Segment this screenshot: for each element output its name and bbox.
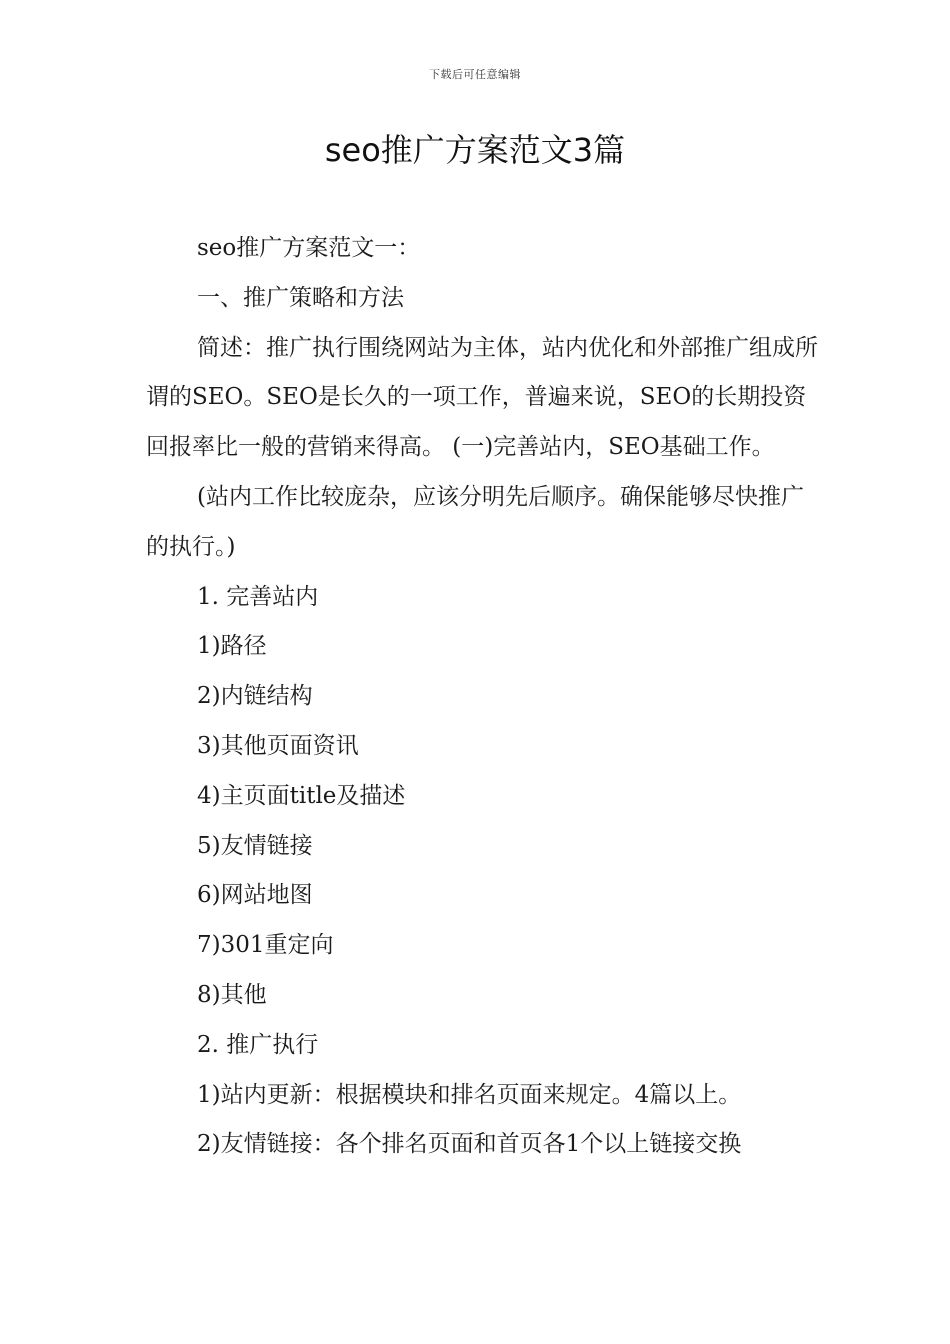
list-item: 2)友情链接：各个排名页面和首页各1个以上链接交换 [197, 1131, 742, 1158]
list-item: 7)301重定向 [197, 932, 334, 959]
list-item: 4)主页面title及描述 [197, 782, 406, 809]
list-item: 2. 推广执行 [197, 1031, 319, 1058]
list-item: 1. 完善站内 [197, 583, 319, 610]
list-item: 2)内链结构 [197, 683, 313, 710]
paragraph: 一、推广策略和方法 [197, 284, 404, 311]
paragraph: seo推广方案范文一： [197, 235, 421, 261]
list-item: 1)站内更新：根据模块和排名页面来规定。4篇以上。 [197, 1081, 742, 1108]
list-item: 5)友情链接 [197, 832, 313, 859]
list-item: 8)其他 [197, 981, 267, 1008]
paragraph: (站内工作比较庞杂，应该分明先后顺序。确保能够尽快推广的执行。) [146, 483, 804, 560]
document-title: seo推广方案范文3篇 [324, 131, 626, 169]
list-item: 1)路径 [197, 633, 267, 660]
paragraph: 简述：推广执行围绕网站为主体，站内优化和外部推广组成所谓的SEO。SEO是长久的一项工作，普遍来说，SEO的长期投资回报率比一般的营销来得高。 (一)完善站内，SEO基础工作。 [146, 334, 818, 461]
list-item: 6)网站地图 [197, 882, 313, 909]
header-note: 下载后可任意编辑 [429, 68, 521, 81]
list-item: 3)其他页面资讯 [197, 732, 359, 759]
document-body [146, 224, 826, 1170]
